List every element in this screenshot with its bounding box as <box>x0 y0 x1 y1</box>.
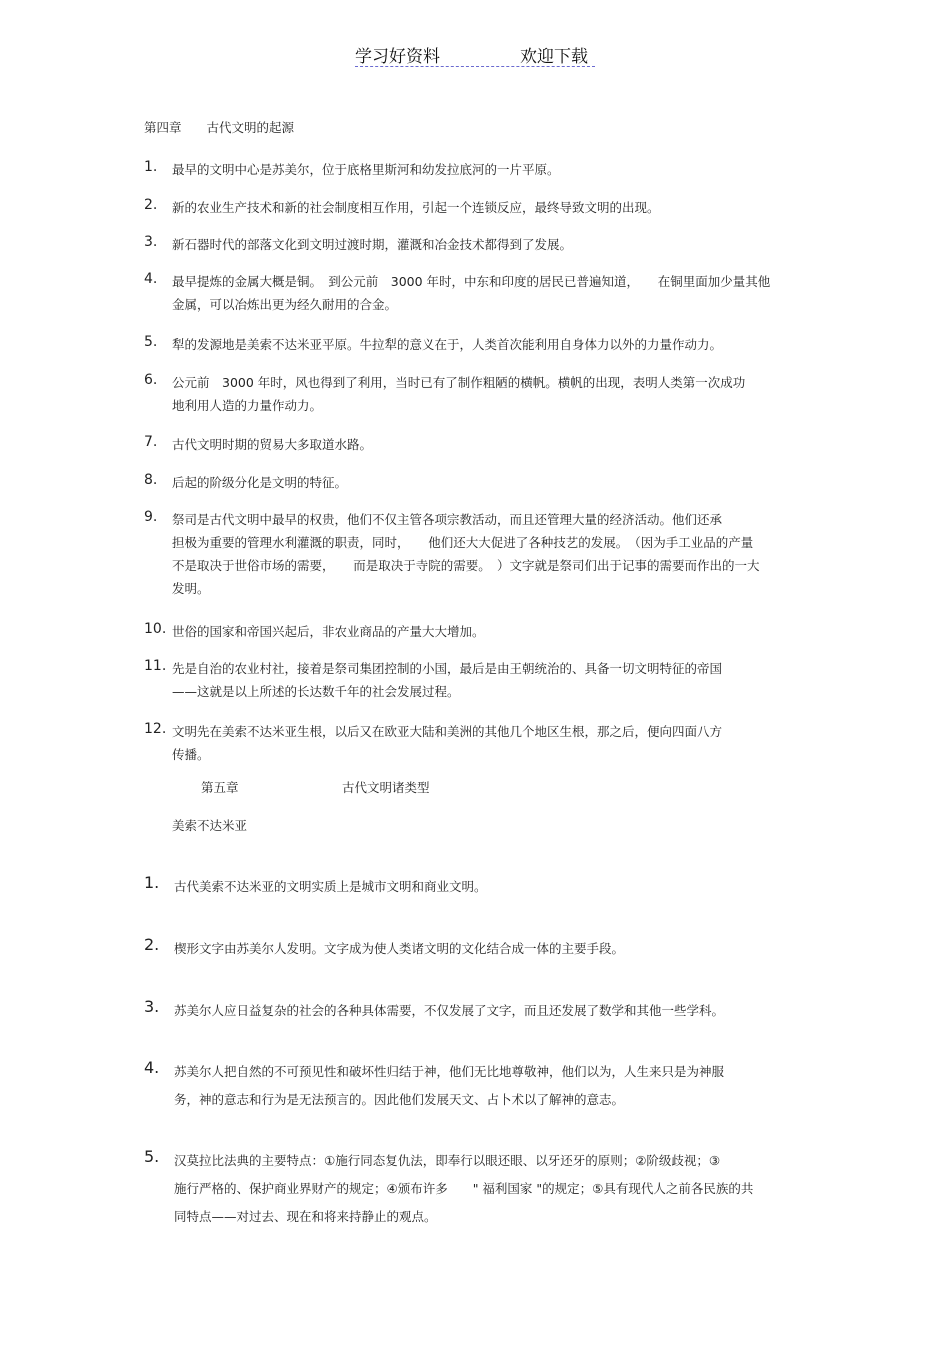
text-line: 新的农业生产技术和新的社会制度相互作用，引起一个连锁反应，最终导致文明的出现。 <box>172 200 660 215</box>
text-line: 传播。 <box>172 747 210 762</box>
text-line: 同特点——对过去、现在和将来持静止的观点。 <box>174 1209 437 1224</box>
ch5-item-number: 1. <box>144 873 160 892</box>
text-line: 最早提炼的金属大概是铜。 到公元前 3000 年时，中东和印度的居民已普遍知道， 在铜里面加少量其他 <box>172 274 771 289</box>
ch4-item-text <box>172 720 722 766</box>
header-left-text: 学习好资料 <box>355 47 440 67</box>
ch5-item-text <box>174 1147 753 1231</box>
text-line: 文明先在美索不达米亚生根，以后又在欧亚大陆和美洲的其他几个地区生根，那之后，便向四面八方 <box>172 724 723 739</box>
chapter5-label: 第五章 <box>201 780 239 795</box>
ch4-item-text <box>172 471 347 494</box>
ch4-item-number: 1. <box>144 159 158 175</box>
page-header <box>355 40 595 67</box>
text-line: 不是取决于世俗市场的需要， 而是取决于寺院的需要。 ）文字就是祭司们出于记事的需要而作出的一大 <box>172 558 760 573</box>
text-line: 苏美尔人应日益复杂的社会的各种具体需要，不仅发展了文字，而且还发展了数学和其他一些学科。 <box>174 1003 725 1018</box>
ch4-item-text <box>172 657 722 703</box>
ch4-item-number: 9. <box>144 509 158 525</box>
chapter5-title: 古代文明诸类型 <box>342 780 430 795</box>
ch4-item-number: 8. <box>144 472 158 488</box>
ch4-item-number: 5. <box>144 334 158 350</box>
ch4-item-text <box>172 233 572 256</box>
ch5-item-number: 2. <box>144 935 160 954</box>
ch4-item-text <box>172 371 745 417</box>
ch4-item-text <box>172 620 485 643</box>
ch4-item-number: 12. <box>144 721 167 737</box>
ch5-item-text <box>174 873 487 901</box>
ch5-item-text <box>174 997 724 1025</box>
ch5-item-number: 4. <box>144 1058 160 1077</box>
ch4-item-text <box>172 158 560 181</box>
text-line: 最早的文明中心是苏美尔，位于底格里斯河和幼发拉底河的一片平原。 <box>172 162 560 177</box>
ch4-item-number: 10. <box>144 621 167 637</box>
ch4-item-number: 11. <box>144 658 167 674</box>
text-line: 苏美尔人把自然的不可预见性和破坏性归结于神，他们无比地尊敬神，他们以为，人生来只是为神服 <box>174 1064 725 1079</box>
text-line: 新石器时代的部落文化到文明过渡时期，灌溉和冶金技术都得到了发展。 <box>172 237 573 252</box>
text-line: 世俗的国家和帝国兴起后，非农业商品的产量大大增加。 <box>172 624 485 639</box>
ch4-item-text <box>172 333 722 356</box>
text-line: 务，神的意志和行为是无法预言的。因此他们发展天文、占卜术以了解神的意志。 <box>174 1092 625 1107</box>
text-line: 古代美索不达米亚的文明实质上是城市文明和商业文明。 <box>174 879 487 894</box>
text-line: ——这就是以上所述的长达数千年的社会发展过程。 <box>172 684 460 699</box>
ch4-item-text <box>172 508 760 600</box>
ch5-item-text <box>174 1058 724 1114</box>
text-line: 祭司是古代文明中最早的权贵，他们不仅主管各项宗教活动，而且还管理大量的经济活动。他们还承 <box>172 512 723 527</box>
ch4-item-number: 7. <box>144 434 158 450</box>
ch4-item-number: 6. <box>144 372 158 388</box>
ch4-item-number: 3. <box>144 234 158 250</box>
text-line: 施行严格的、保护商业界财产的规定；④颁布许多 " 福利国家 "的规定；⑤具有现代人之前各民族的共 <box>174 1181 754 1196</box>
ch4-item-text <box>172 196 660 219</box>
text-line: 发明。 <box>172 581 210 596</box>
header-right-text: 欢迎下载 <box>520 47 588 67</box>
ch5-item-number: 5. <box>144 1147 160 1166</box>
text-line: 先是自治的农业村社，接着是祭司集团控制的小国，最后是由王朝统治的、具备一切文明特征的帝国 <box>172 661 723 676</box>
text-line: 汉莫拉比法典的主要特点：①施行同态复仇法，即奉行以眼还眼、以牙还牙的原则；②阶级歧视；③ <box>174 1153 721 1168</box>
chapter4-title: 第四章 古代文明的起源 <box>144 120 295 135</box>
text-line: 金属，可以冶炼出更为经久耐用的合金。 <box>172 297 398 312</box>
section-title: 美索不达米亚 <box>172 818 248 833</box>
ch5-item-number: 3. <box>144 997 160 1016</box>
ch5-item-text <box>174 935 624 963</box>
ch4-item-number: 4. <box>144 271 158 287</box>
ch4-item-text <box>172 433 372 456</box>
text-line: 后起的阶级分化是文明的特征。 <box>172 475 348 490</box>
ch4-item-number: 2. <box>144 197 158 213</box>
text-line: 古代文明时期的贸易大多取道水路。 <box>172 437 373 452</box>
text-line: 楔形文字由苏美尔人发明。文字成为使人类诸文明的文化结合成一体的主要手段。 <box>174 941 625 956</box>
ch4-item-text <box>172 270 770 316</box>
text-line: 地利用人造的力量作动力。 <box>172 398 323 413</box>
text-line: 担极为重要的管理水利灌溉的职责，同时， 他们还大大促进了各种技艺的发展。 （因为手工业品的产量 <box>172 535 754 550</box>
text-line: 犁的发源地是美索不达米亚平原。牛拉犁的意义在于，人类首次能利用自身体力以外的力量作动力。 <box>172 337 723 352</box>
text-line: 公元前 3000 年时，风也得到了利用，当时已有了制作粗陋的横帆。横帆的出现，表明人类第一次成功 <box>172 375 746 390</box>
